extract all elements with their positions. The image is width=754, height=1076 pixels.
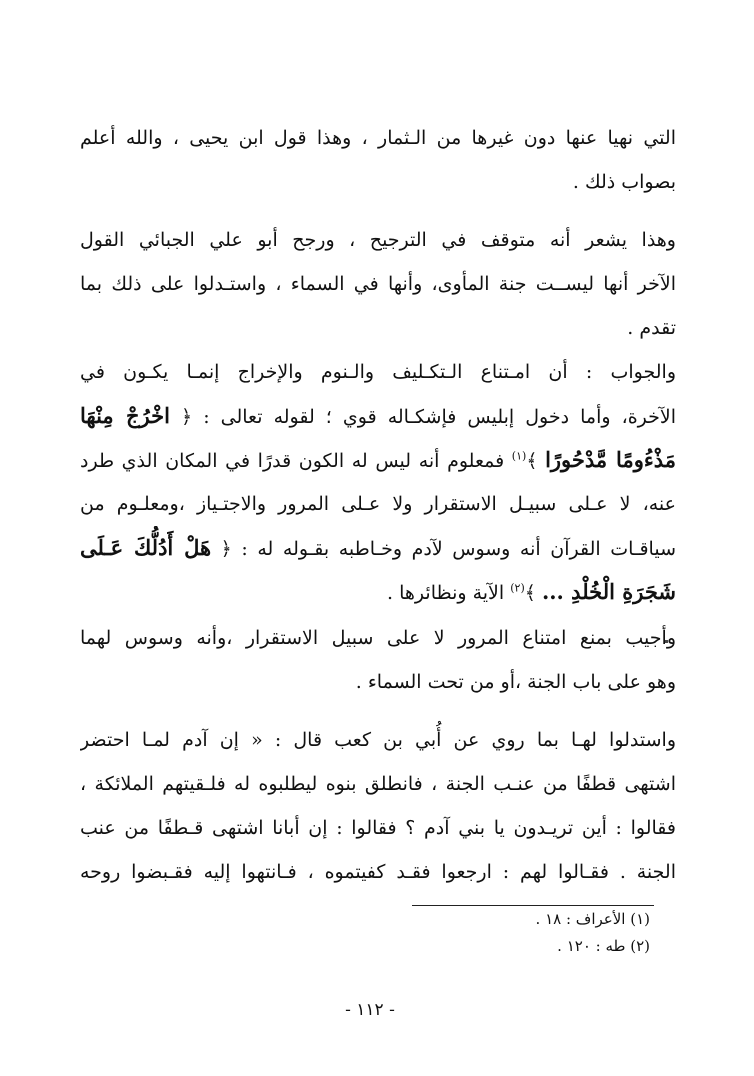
text-line: بصواب ذلك .: [572, 171, 676, 193]
footnote-1: (١) الأعراف : ١٨ .: [535, 910, 650, 928]
text-line: واستدلوا لهـا بما روي عن أُبي بن كعب قال : « إن آدم لمـا احتضر: [80, 729, 676, 751]
quran-bracket-close: ﴾: [524, 582, 536, 604]
text-segment: سياقـات القرآن أنه وسوس لآدم وخـاطبه بقـوله له : ﴿: [220, 538, 676, 560]
text-line: الجنة . فقـالوا لهم : ارجعوا فقـد كفيتموه ، فـانتهوا إليه فقـبضوا روحه: [80, 861, 676, 883]
text-line: التي نهيا عنها دون غيرها من الـثمار ، وهذا قول ابن يحيى ، والله أعلم: [80, 127, 676, 149]
text-line: فقالوا : أين تريـدون يا بني آدم ؟ فقالوا : إن أبانا اشتهى قـطفًا من عنب: [80, 817, 676, 839]
text-line: [80, 394, 676, 438]
text-line: [80, 526, 676, 570]
quran-verse: اخْرُجْ مِنْهَا: [80, 403, 170, 428]
quran-verse: هَلْ أَدُلُّكَ عَـلَى: [80, 535, 212, 560]
page-number: - ١١٢ -: [345, 1000, 395, 1020]
text-segment: الآية ونظائرها .: [387, 582, 505, 604]
paragraph-1: [80, 116, 676, 204]
quran-verse: شَجَرَةِ الْخُلْدِ ...: [541, 579, 676, 604]
text-line: تقدم .: [627, 317, 676, 339]
text-segment: الآخرة، وأما دخول إبليس فإشكـاله قوي ؛ لقوله تعالى : ﴿: [181, 406, 676, 428]
text-line: وأجيب بمنع امتناع المرور لا على سبيل الاستقرار ،وأنه وسوس لهما: [80, 627, 676, 649]
text-segment: فمعلوم أنه ليس له الكون قدرًا في المكان الذي طرد: [80, 450, 505, 472]
text-line: والجواب : أن امـتناع الـتكـليف والـنوم والإخراج إنمـا يكـون في: [80, 361, 676, 383]
paragraph-5: [80, 718, 676, 894]
text-line: [80, 570, 676, 614]
footnote-ref: (٢): [510, 581, 525, 595]
paragraph-4: [80, 616, 676, 704]
text-line: [80, 438, 676, 482]
text-line: وهو على باب الجنة ،أو من تحت السماء .: [355, 671, 676, 693]
footnote-ref: (١): [511, 449, 527, 463]
text-line: عنه، لا عـلى سبيـل الاستقرار ولا عـلى المرور والاجتـياز ،ومعلـوم من: [80, 493, 676, 515]
quran-verse: مَذْءُومًا مَّدْحُورًا: [545, 447, 676, 472]
paragraph-3: [80, 350, 676, 614]
text-line: اشتهى قطفًا من عنـب الجنة ، فانطلق بنوه ليطلبوه له فلـقيتهم الملائكة ،: [80, 773, 676, 795]
footnote-2: (٢) طه : ١٢٠ .: [557, 937, 650, 955]
text-line: وهذا يشعر أنه متوقف في الترجيح ، ورجح أبو علي الجبائي القول: [80, 229, 676, 251]
text-line: الآخر أنها ليســت جنة المأوى، وأنها في السماء ، واستـدلوا على ذلك بما: [80, 273, 676, 295]
quran-bracket-close: ﴾: [526, 450, 538, 472]
paragraph-2: [80, 218, 676, 350]
footnotes: [350, 906, 650, 960]
